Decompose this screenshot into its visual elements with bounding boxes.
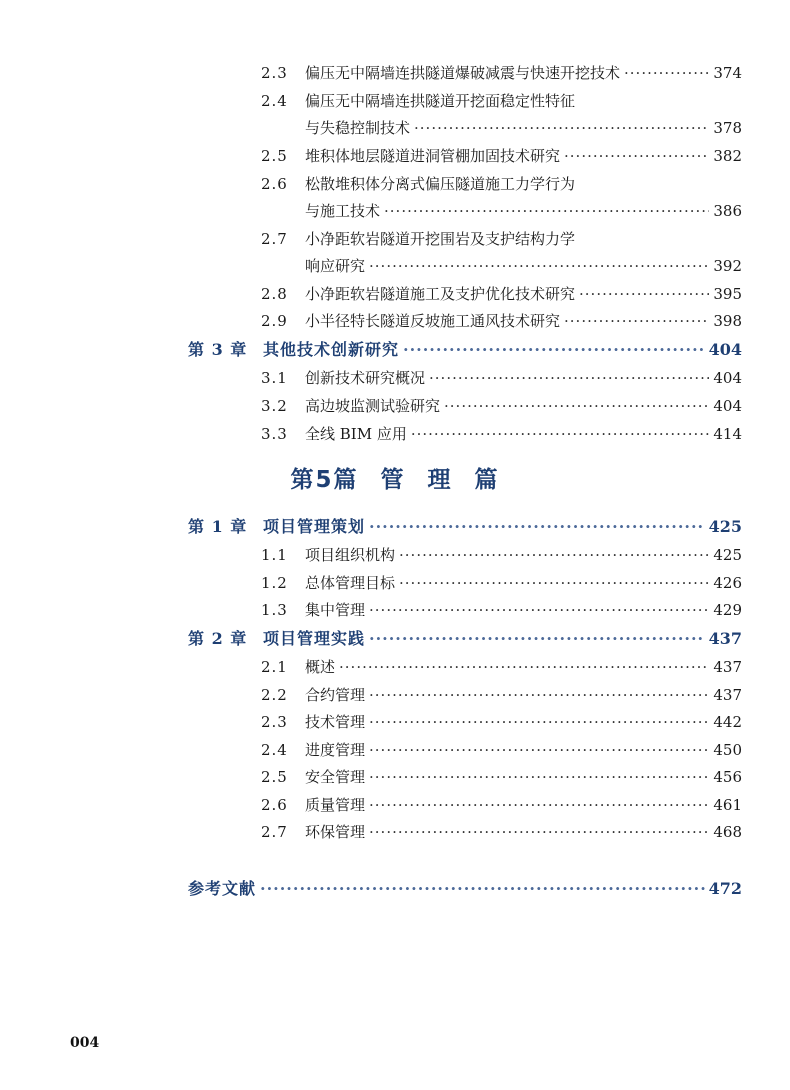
- toc-entry[interactable]: [261, 766, 742, 788]
- leader-dots: [564, 310, 709, 332]
- toc-entry[interactable]: [261, 395, 742, 417]
- leader-dots: [579, 283, 709, 305]
- page-number: 374: [713, 64, 742, 82]
- leader-dots: [411, 423, 710, 445]
- section-number: 2.7: [261, 823, 288, 841]
- toc-entry[interactable]: [261, 90, 742, 112]
- part-number: 第5篇: [290, 467, 359, 493]
- page-number: 404: [708, 340, 742, 359]
- leader-dots: [399, 544, 709, 566]
- toc-references[interactable]: [188, 877, 742, 901]
- page-number: 378: [713, 119, 742, 137]
- leader-dots: [260, 877, 705, 901]
- toc-chapter[interactable]: [188, 515, 742, 539]
- chapter-label: 第 1 章: [188, 517, 248, 536]
- chapter-label: 第 2 章: [188, 629, 248, 648]
- leader-dots: [369, 684, 709, 706]
- section-number: 1.3: [261, 601, 288, 619]
- page-number: 456: [713, 768, 742, 786]
- section-title: 与施工技术: [305, 202, 381, 220]
- section-title: 安全管理: [305, 768, 366, 786]
- toc-entry[interactable]: [261, 572, 742, 594]
- section-number: 2.6: [261, 796, 288, 814]
- section-number: 3.2: [261, 397, 288, 415]
- leader-dots: [369, 794, 709, 816]
- section-number: 2.5: [261, 147, 288, 165]
- chapter-title: 项目管理实践: [263, 629, 366, 648]
- leader-dots: [414, 117, 709, 139]
- section-title: 小净距软岩隧道开挖围岩及支护结构力学: [305, 230, 576, 248]
- toc-entry[interactable]: [261, 62, 742, 84]
- leader-dots: [369, 766, 709, 788]
- section-number: 1.1: [261, 546, 288, 564]
- leader-dots: [384, 200, 709, 222]
- leader-dots: [369, 599, 709, 621]
- toc-entry[interactable]: [261, 656, 742, 678]
- section-number: 2.2: [261, 686, 288, 704]
- section-title: 小净距软岩隧道施工及支护优化技术研究: [305, 285, 576, 303]
- leader-dots: [369, 255, 709, 277]
- leader-dots: [624, 62, 709, 84]
- section-title: 偏压无中隔墙连拱隧道爆破减震与快速开挖技术: [305, 64, 621, 82]
- references-title: 参考文献: [188, 879, 257, 898]
- page-number: 450: [713, 741, 742, 759]
- section-title: 小半径特长隧道反坡施工通风技术研究: [305, 312, 561, 330]
- chapter-title: 其他技术创新研究: [263, 340, 400, 359]
- page-number: 382: [713, 147, 742, 165]
- toc-entry[interactable]: [261, 145, 742, 167]
- page-number: 461: [713, 796, 742, 814]
- toc-entry[interactable]: [261, 423, 742, 445]
- toc-chapter[interactable]: [188, 627, 742, 651]
- section-title: 创新技术研究概况: [305, 369, 426, 387]
- leader-dots: [369, 515, 705, 539]
- toc-entry[interactable]: [261, 544, 742, 566]
- section-title: 总体管理目标: [305, 574, 396, 592]
- section-title: 响应研究: [305, 257, 366, 275]
- section-title: 技术管理: [305, 713, 366, 731]
- section-number: 2.6: [261, 175, 288, 193]
- leader-dots: [369, 711, 709, 733]
- toc-entry[interactable]: [261, 228, 742, 250]
- page-number: 426: [713, 574, 742, 592]
- section-number: 2.5: [261, 768, 288, 786]
- section-number: 1.2: [261, 574, 288, 592]
- section-title: 项目组织机构: [305, 546, 396, 564]
- page-number: 425: [708, 517, 742, 536]
- leader-dots: [399, 572, 709, 594]
- page-number: 437: [713, 686, 742, 704]
- page-number: 472: [708, 879, 742, 898]
- leader-dots: [369, 821, 709, 843]
- leader-dots: [369, 627, 705, 651]
- toc-entry[interactable]: [261, 739, 742, 761]
- section-number: 2.7: [261, 230, 288, 248]
- section-title: 偏压无中隔墙连拱隧道开挖面稳定性特征: [305, 92, 576, 110]
- toc-entry[interactable]: [261, 794, 742, 816]
- section-title: 松散堆积体分离式偏压隧道施工力学行为: [305, 175, 576, 193]
- section-number: 2.4: [261, 741, 288, 759]
- section-title: 环保管理: [305, 823, 366, 841]
- section-title: 高边坡监测试验研究: [305, 397, 441, 415]
- toc-entry[interactable]: [261, 367, 742, 389]
- toc-entry-continuation[interactable]: [305, 255, 742, 277]
- section-number: 2.9: [261, 312, 288, 330]
- leader-dots: [444, 395, 709, 417]
- toc-entry[interactable]: [261, 173, 742, 195]
- part-title-char: 篇: [474, 467, 500, 493]
- toc-entry[interactable]: [261, 711, 742, 733]
- leader-dots: [403, 338, 705, 362]
- page-number: 404: [713, 397, 742, 415]
- page-number: 429: [713, 601, 742, 619]
- section-number: 2.8: [261, 285, 288, 303]
- section-title: 与失稳控制技术: [305, 119, 411, 137]
- leader-dots: [429, 367, 709, 389]
- section-number: 2.1: [261, 658, 288, 676]
- section-title: 进度管理: [305, 741, 366, 759]
- page-number: 425: [713, 546, 742, 564]
- page-number: 468: [713, 823, 742, 841]
- section-number: 2.4: [261, 92, 288, 110]
- chapter-label: 第 3 章: [188, 340, 248, 359]
- folio-page-number: 004: [70, 1035, 100, 1051]
- page-number: 392: [713, 257, 742, 275]
- page-number: 442: [713, 713, 742, 731]
- part-heading: [0, 461, 790, 494]
- toc-chapter[interactable]: [188, 338, 742, 362]
- leader-dots: [369, 739, 709, 761]
- section-number: 2.3: [261, 713, 288, 731]
- page-number: 404: [713, 369, 742, 387]
- section-title: 概述: [305, 658, 336, 676]
- page-number: 395: [713, 285, 742, 303]
- page-number: 414: [713, 425, 742, 443]
- leader-dots: [339, 656, 709, 678]
- toc-entry-continuation[interactable]: [305, 200, 742, 222]
- page-number: 386: [713, 202, 742, 220]
- chapter-title: 项目管理策划: [263, 517, 366, 536]
- section-title: 全线 BIM 应用: [305, 425, 407, 443]
- toc-entry[interactable]: [261, 310, 742, 332]
- section-title: 合约管理: [305, 686, 366, 704]
- toc-entry[interactable]: [261, 283, 742, 305]
- toc-entry[interactable]: [261, 599, 742, 621]
- leader-dots: [564, 145, 709, 167]
- toc-entry[interactable]: [261, 821, 742, 843]
- page-number: 437: [708, 629, 742, 648]
- toc-entry-continuation[interactable]: [305, 117, 742, 139]
- toc-entry[interactable]: [261, 684, 742, 706]
- section-number: 2.3: [261, 64, 288, 82]
- part-title-char: 理: [427, 467, 453, 493]
- part-title-char: 管: [380, 467, 406, 493]
- page-number: 398: [713, 312, 742, 330]
- section-title: 堆积体地层隧道进洞管棚加固技术研究: [305, 147, 561, 165]
- section-number: 3.1: [261, 369, 288, 387]
- section-title: 集中管理: [305, 601, 366, 619]
- section-title: 质量管理: [305, 796, 366, 814]
- section-number: 3.3: [261, 425, 288, 443]
- page-number: 437: [713, 658, 742, 676]
